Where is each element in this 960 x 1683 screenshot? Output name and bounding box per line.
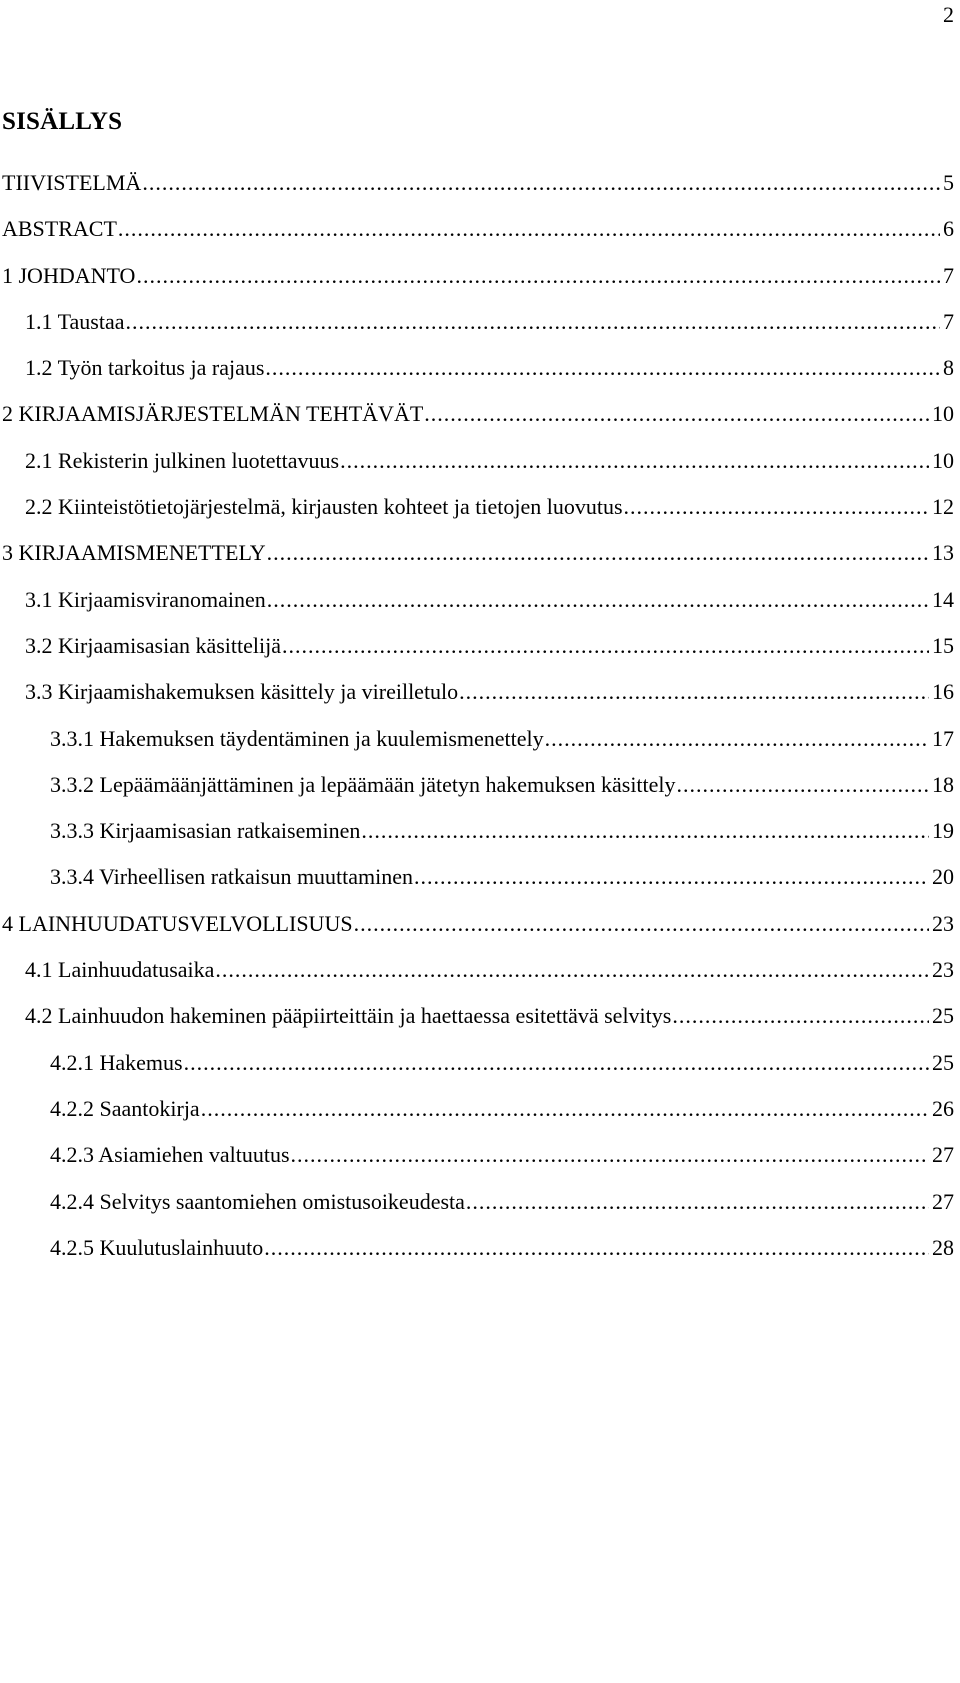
toc-entry[interactable] xyxy=(0,538,960,584)
toc-entry[interactable] xyxy=(0,862,960,908)
toc-entry-page: 17 xyxy=(932,725,954,751)
toc-entry[interactable] xyxy=(0,1233,960,1279)
toc-entry-page: 20 xyxy=(932,864,954,890)
toc-entry[interactable] xyxy=(0,909,960,955)
toc-entry-page: 15 xyxy=(932,632,954,658)
toc-entry-page: 14 xyxy=(932,586,954,612)
toc-entry[interactable] xyxy=(0,770,960,816)
toc-entry-page: 10 xyxy=(932,447,954,473)
toc-dot-leader xyxy=(672,1001,929,1031)
toc-entry-title: 3.3.1 Hakemuksen täydentäminen ja kuulemismenettely xyxy=(50,725,544,751)
toc-entry-title: 3 KIRJAAMISMENETTELY xyxy=(2,540,266,566)
toc-entry-page: 23 xyxy=(932,957,954,983)
toc-entry-page: 25 xyxy=(932,1049,954,1075)
toc-entry-title: 4.2.3 Asiamiehen valtuutus xyxy=(50,1142,290,1168)
toc-dot-leader xyxy=(267,585,929,615)
toc-entry[interactable] xyxy=(0,1048,960,1094)
toc-entry-title: 2.1 Rekisterin julkinen luotettavuus xyxy=(25,447,340,473)
toc-entry-page: 25 xyxy=(932,1003,954,1029)
toc-entry[interactable] xyxy=(0,1140,960,1186)
page-number: 2 xyxy=(943,2,954,27)
toc-entry-title: 4.1 Lainhuudatusaika xyxy=(25,957,215,983)
toc-entry[interactable] xyxy=(0,955,960,1001)
toc-dot-leader xyxy=(215,955,929,985)
toc-dot-leader xyxy=(201,1094,929,1124)
toc-entry-title: 4.2 Lainhuudon hakeminen pääpiirteittäin ja haettaessa esitettävä selvitys xyxy=(25,1003,672,1029)
toc-dot-leader xyxy=(414,862,929,892)
toc-dot-leader xyxy=(459,677,929,707)
toc-entry-page: 6 xyxy=(943,216,954,242)
toc-title: SISÄLLYS xyxy=(2,108,123,135)
toc-entry-page: 26 xyxy=(932,1095,954,1121)
toc-entry-title: 3.3.4 Virheellisen ratkaisun muuttaminen xyxy=(50,864,414,890)
toc-dot-leader xyxy=(282,631,929,661)
toc-entry-page: 12 xyxy=(932,494,954,520)
toc-entry-title: 3.1 Kirjaamisviranomainen xyxy=(25,586,266,612)
toc-dot-leader xyxy=(118,214,940,244)
toc-entry-title: 3.3.2 Lepäämäänjättäminen ja lepäämään jätetyn hakemuksen käsittely xyxy=(50,771,676,797)
toc-entry-title: 4 LAINHUUDATUSVELVOLLISUUS xyxy=(2,910,353,936)
toc-entry[interactable] xyxy=(0,1001,960,1047)
toc-entry[interactable] xyxy=(0,724,960,770)
toc-entry[interactable] xyxy=(0,168,960,214)
toc-entry-page: 28 xyxy=(932,1234,954,1260)
toc-entry[interactable] xyxy=(0,261,960,307)
toc-entry[interactable] xyxy=(0,631,960,677)
toc-entry[interactable] xyxy=(0,816,960,862)
toc-entry-page: 27 xyxy=(932,1142,954,1168)
toc-dot-leader xyxy=(677,770,929,800)
toc-entry[interactable] xyxy=(0,307,960,353)
toc-entry-title: 4.2.1 Hakemus xyxy=(50,1049,183,1075)
toc-entry-page: 18 xyxy=(932,771,954,797)
toc-dot-leader xyxy=(624,492,929,522)
toc-dot-leader xyxy=(466,1187,929,1217)
toc-dot-leader xyxy=(267,538,929,568)
toc-dot-leader xyxy=(136,261,940,291)
toc-entry-page: 5 xyxy=(943,170,954,195)
table-of-contents xyxy=(0,168,960,1279)
toc-entry-page: 23 xyxy=(932,910,954,936)
toc-entry-page: 13 xyxy=(932,540,954,566)
toc-entry[interactable] xyxy=(0,353,960,399)
toc-entry[interactable] xyxy=(0,1187,960,1233)
toc-entry[interactable] xyxy=(0,446,960,492)
toc-dot-leader xyxy=(361,816,929,846)
toc-entry-title: 3.3 Kirjaamishakemuksen käsittely ja vireilletulo xyxy=(25,679,459,705)
toc-dot-leader xyxy=(142,168,940,198)
toc-entry[interactable] xyxy=(0,399,960,445)
toc-dot-leader xyxy=(424,399,929,429)
toc-dot-leader xyxy=(545,724,929,754)
toc-entry-title: 2 KIRJAAMISJÄRJESTELMÄN TEHTÄVÄT xyxy=(2,401,424,427)
toc-entry[interactable] xyxy=(0,1094,960,1140)
toc-entry[interactable] xyxy=(0,585,960,631)
toc-dot-leader xyxy=(184,1048,929,1078)
toc-dot-leader xyxy=(125,307,940,337)
toc-dot-leader xyxy=(340,446,929,476)
toc-entry-page: 16 xyxy=(932,679,954,705)
toc-entry-title: 1.1 Taustaa xyxy=(25,308,125,334)
toc-entry-page: 8 xyxy=(943,355,954,381)
toc-entry[interactable] xyxy=(0,492,960,538)
toc-entry-title: 3.2 Kirjaamisasian käsittelijä xyxy=(25,632,281,658)
toc-entry-title: ABSTRACT xyxy=(2,216,117,242)
toc-entry-page: 10 xyxy=(932,401,954,427)
toc-entry-title: 4.2.4 Selvitys saantomiehen omistusoikeudesta xyxy=(50,1188,465,1214)
toc-entry-title: 4.2.5 Kuulutuslainhuuto xyxy=(50,1234,264,1260)
toc-entry-title: 1 JOHDANTO xyxy=(2,262,136,288)
toc-entry-page: 27 xyxy=(932,1188,954,1214)
toc-entry[interactable] xyxy=(0,214,960,260)
toc-dot-leader xyxy=(264,1233,929,1263)
toc-entry-title: 1.2 Työn tarkoitus ja rajaus xyxy=(25,355,265,381)
toc-entry-page: 7 xyxy=(943,308,954,334)
toc-entry-title: 2.2 Kiinteistötietojärjestelmä, kirjausten kohteet ja tietojen luovutus xyxy=(25,494,623,520)
toc-dot-leader xyxy=(265,353,940,383)
toc-entry-title: TIIVISTELMÄ xyxy=(2,170,142,195)
toc-entry[interactable] xyxy=(0,677,960,723)
toc-dot-leader xyxy=(291,1140,929,1170)
toc-entry-title: 3.3.3 Kirjaamisasian ratkaiseminen xyxy=(50,818,361,844)
toc-entry-page: 7 xyxy=(943,262,954,288)
toc-dot-leader xyxy=(354,909,929,939)
toc-entry-page: 19 xyxy=(932,818,954,844)
toc-entry-title: 4.2.2 Saantokirja xyxy=(50,1095,200,1121)
